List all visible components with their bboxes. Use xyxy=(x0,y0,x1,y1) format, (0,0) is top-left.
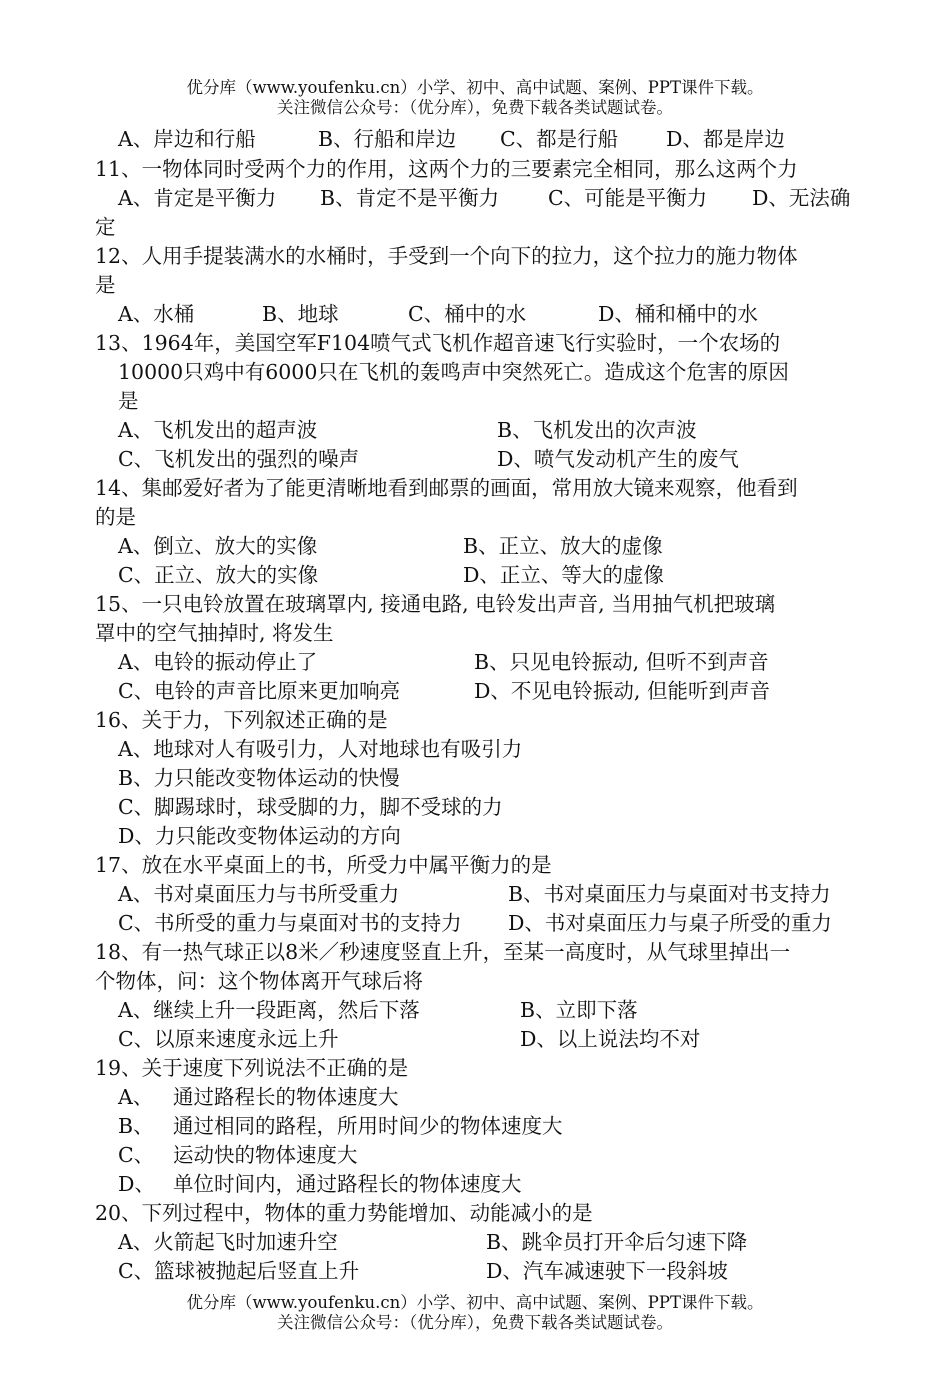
q19-option-c: 运动快的物体速度大 xyxy=(173,1143,358,1167)
q13-stem-line-1: 13、1964年，美国空军F104喷气式飞机作超音速飞行实验时，一个农场的 xyxy=(95,331,781,355)
q15-stem-line-1: 15、一只电铃放置在玻璃罩内, 接通电路, 电铃发出声音, 当用抽气机把玻璃 xyxy=(95,592,776,616)
q16-option-d: D、力只能改变物体运动的方向 xyxy=(118,824,401,848)
q12-option-b: B、地球 xyxy=(262,302,339,326)
q19-option-a: 通过路程长的物体速度大 xyxy=(173,1085,399,1109)
q20-option-a: A、火箭起飞时加速升空 xyxy=(118,1230,338,1254)
q12-stem-line-1: 12、人用手提装满水的水桶时，手受到一个向下的拉力，这个拉力的施力物体 xyxy=(95,244,798,268)
q14-option-a: A、倒立、放大的实像 xyxy=(118,534,318,558)
q11-stem: 11、一物体同时受两个力的作用，这两个力的三要素完全相同，那么这两个力 xyxy=(95,157,798,181)
q12-option-c: C、桶中的水 xyxy=(408,302,527,326)
footer-line-2: 关注微信公众号：（优分库），免费下载各类试题试卷。 xyxy=(277,1313,673,1332)
q14-stem-line-2: 的是 xyxy=(95,505,136,529)
q11-option-a: A、肯定是平衡力 xyxy=(118,186,277,210)
q10-option-d: D、都是岸边 xyxy=(666,127,785,151)
q13-option-a: A、飞机发出的超声波 xyxy=(118,418,318,442)
q15-option-c: C、电铃的声音比原来更加响亮 xyxy=(118,679,401,703)
q12-option-d: D、桶和桶中的水 xyxy=(598,302,758,326)
q13-option-d: D、喷气发动机产生的废气 xyxy=(497,447,739,471)
q18-stem-line-1: 18、有一热气球正以8米／秒速度竖直上升，至某一高度时，从气球里掉出一 xyxy=(95,940,791,964)
q15-option-b: B、只见电铃振动, 但听不到声音 xyxy=(474,650,769,674)
q18-option-d: D、以上说法均不对 xyxy=(520,1027,701,1051)
q18-option-a: A、继续上升一段距离，然后下落 xyxy=(118,998,420,1022)
page-footer xyxy=(0,1293,950,1333)
q18-option-c: C、以原来速度永远上升 xyxy=(118,1027,339,1051)
q16-option-b: B、力只能改变物体运动的快慢 xyxy=(118,766,400,790)
q10-option-a: A、岸边和行船 xyxy=(118,127,256,151)
q20-option-d: D、汽车减速驶下一段斜坡 xyxy=(486,1259,728,1283)
q16-option-a: A、地球对人有吸引力，人对地球也有吸引力 xyxy=(118,737,523,761)
q11-option-d-continued: 定 xyxy=(95,215,116,239)
q14-stem-line-1: 14、集邮爱好者为了能更清晰地看到邮票的画面，常用放大镜来观察，他看到 xyxy=(95,476,798,500)
q13-stem-line-2: 10000只鸡中有6000只在飞机的轰鸣声中突然死亡。造成这个危害的原因 xyxy=(118,360,789,384)
q15-stem-line-2: 罩中的空气抽掉时, 将发生 xyxy=(95,621,334,645)
q13-option-b: B、飞机发出的次声波 xyxy=(497,418,697,442)
q12-option-a: A、水桶 xyxy=(118,302,195,326)
header-line-2: 关注微信公众号：（优分库），免费下载各类试题试卷。 xyxy=(277,98,673,117)
q19-option-b: 通过相同的路程，所用时间少的物体速度大 xyxy=(173,1114,563,1138)
q19-option-c-label: C、 xyxy=(118,1143,155,1167)
q19-option-d: 单位时间内，通过路程长的物体速度大 xyxy=(173,1172,522,1196)
q15-option-d: D、不见电铃振动, 但能听到声音 xyxy=(474,679,770,703)
q10-option-c: C、都是行船 xyxy=(500,127,619,151)
footer-line-1: 优分库（www.youfenku.cn）小学、初中、高中试题、案例、PPT课件下载。 xyxy=(186,1293,764,1312)
q19-option-d-label: D、 xyxy=(118,1172,155,1196)
q17-option-c: C、书所受的重力与桌面对书的支持力 xyxy=(118,911,462,935)
q16-stem: 16、关于力，下列叙述正确的是 xyxy=(95,708,388,732)
q15-option-a: A、电铃的振动停止了 xyxy=(118,650,318,674)
q20-stem: 20、下列过程中，物体的重力势能增加、动能减小的是 xyxy=(95,1201,593,1225)
q13-stem-line-3: 是 xyxy=(118,389,139,413)
q18-option-b: B、立即下落 xyxy=(520,998,638,1022)
q17-option-d: D、书对桌面压力与桌子所受的重力 xyxy=(508,911,832,935)
q13-option-c: C、飞机发出的强烈的噪声 xyxy=(118,447,360,471)
q14-option-d: D、正立、等大的虚像 xyxy=(463,563,664,587)
header-line-1: 优分库（www.youfenku.cn）小学、初中、高中试题、案例、PPT课件下载。 xyxy=(186,78,764,97)
q19-option-b-label: B、 xyxy=(118,1114,154,1138)
q11-option-d: D、无法确 xyxy=(752,186,851,210)
q19-stem: 19、关于速度下列说法不正确的是 xyxy=(95,1056,409,1080)
q14-option-c: C、正立、放大的实像 xyxy=(118,563,319,587)
q11-option-b: B、肯定不是平衡力 xyxy=(320,186,500,210)
q20-option-b: B、跳伞员打开伞后匀速下降 xyxy=(486,1230,748,1254)
q17-stem: 17、放在水平桌面上的书，所受力中属平衡力的是 xyxy=(95,853,552,877)
q19-option-a-label: A、 xyxy=(118,1085,154,1109)
q18-stem-line-2: 个物体，问：这个物体离开气球后将 xyxy=(95,969,423,993)
page-header xyxy=(0,78,950,118)
q17-option-a: A、书对桌面压力与书所受重力 xyxy=(118,882,400,906)
q10-option-b: B、行船和岸边 xyxy=(318,127,457,151)
q20-option-c: C、篮球被抛起后竖直上升 xyxy=(118,1259,360,1283)
q12-stem-line-2: 是 xyxy=(95,273,116,297)
q17-option-b: B、书对桌面压力与桌面对书支持力 xyxy=(508,882,831,906)
q14-option-b: B、正立、放大的虚像 xyxy=(463,534,663,558)
q11-option-c: C、可能是平衡力 xyxy=(548,186,708,210)
q16-option-c: C、脚踢球时，球受脚的力，脚不受球的力 xyxy=(118,795,503,819)
